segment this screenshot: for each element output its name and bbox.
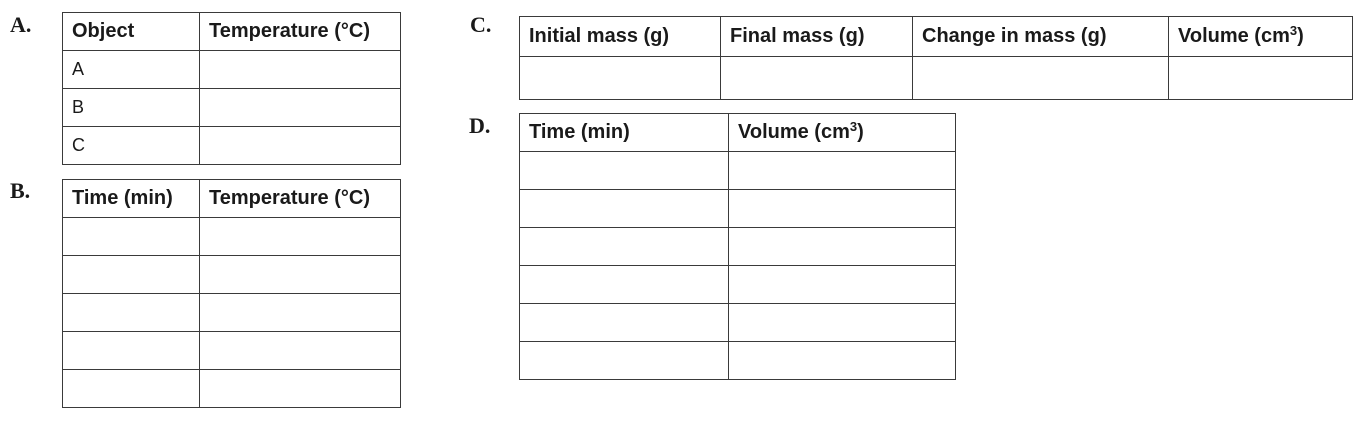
table-row: [520, 304, 956, 342]
table-row: [63, 294, 401, 332]
empty-cell: [520, 342, 729, 380]
object-cell: A: [63, 51, 200, 89]
table-c: [519, 16, 1353, 100]
column-header-volume: Volume $(cm^3)$: [1169, 17, 1353, 57]
table-c-label: C.: [470, 12, 492, 37]
column-header-time: Time (min): [520, 114, 729, 152]
empty-cell: [520, 152, 729, 190]
empty-cell: [729, 266, 956, 304]
object-cell: C: [63, 127, 200, 165]
table-row: [63, 89, 401, 127]
table-header-row: [520, 17, 1353, 57]
column-header-object: Object: [63, 13, 200, 51]
temperature-cell: [200, 51, 401, 89]
table-row: [63, 332, 401, 370]
empty-cell: [913, 57, 1169, 100]
empty-cell: [729, 304, 956, 342]
empty-cell: [63, 256, 200, 294]
column-header-temperature: Temperature (°C): [200, 180, 401, 218]
empty-cell: [729, 228, 956, 266]
column-header-initial-mass: Initial mass (g): [520, 17, 721, 57]
table-row: [63, 51, 401, 89]
empty-cell: [63, 370, 200, 408]
table-a-label: A.: [10, 12, 32, 37]
table-row: [63, 127, 401, 165]
empty-cell: [729, 342, 956, 380]
table-row: [520, 152, 956, 190]
empty-cell: [520, 190, 729, 228]
empty-cell: [729, 190, 956, 228]
table-row: [520, 57, 1353, 100]
empty-cell: [200, 370, 401, 408]
temperature-cell: [200, 89, 401, 127]
table-a: [62, 12, 401, 165]
empty-cell: [200, 294, 401, 332]
empty-cell: [1169, 57, 1353, 100]
object-cell: B: [63, 89, 200, 127]
empty-cell: [520, 57, 721, 100]
table-header-row: [63, 13, 401, 51]
table-row: [520, 190, 956, 228]
column-header-volume: Volume $(cm^3)$: [729, 114, 956, 152]
empty-cell: [63, 218, 200, 256]
empty-cell: [200, 256, 401, 294]
table-row: [63, 218, 401, 256]
column-header-time: Time (min): [63, 180, 200, 218]
table-row: [520, 228, 956, 266]
table-row: [520, 342, 956, 380]
table-row: [63, 256, 401, 294]
empty-cell: [63, 294, 200, 332]
table-header-row: [63, 180, 401, 218]
column-header-final-mass: Final mass (g): [721, 17, 913, 57]
empty-cell: [63, 332, 200, 370]
table-row: [520, 266, 956, 304]
empty-cell: [721, 57, 913, 100]
column-header-change-in-mass: Change in mass (g): [913, 17, 1169, 57]
table-b-label: B.: [10, 178, 31, 203]
empty-cell: [520, 304, 729, 342]
empty-cell: [200, 218, 401, 256]
empty-cell: [520, 266, 729, 304]
table-d-label: D.: [469, 113, 491, 138]
temperature-cell: [200, 127, 401, 165]
table-row: [63, 370, 401, 408]
table-b: [62, 179, 401, 408]
empty-cell: [200, 332, 401, 370]
table-header-row: [520, 114, 956, 152]
column-header-temperature: Temperature (°C): [200, 13, 401, 51]
empty-cell: [729, 152, 956, 190]
table-d: [519, 113, 956, 380]
empty-cell: [520, 228, 729, 266]
